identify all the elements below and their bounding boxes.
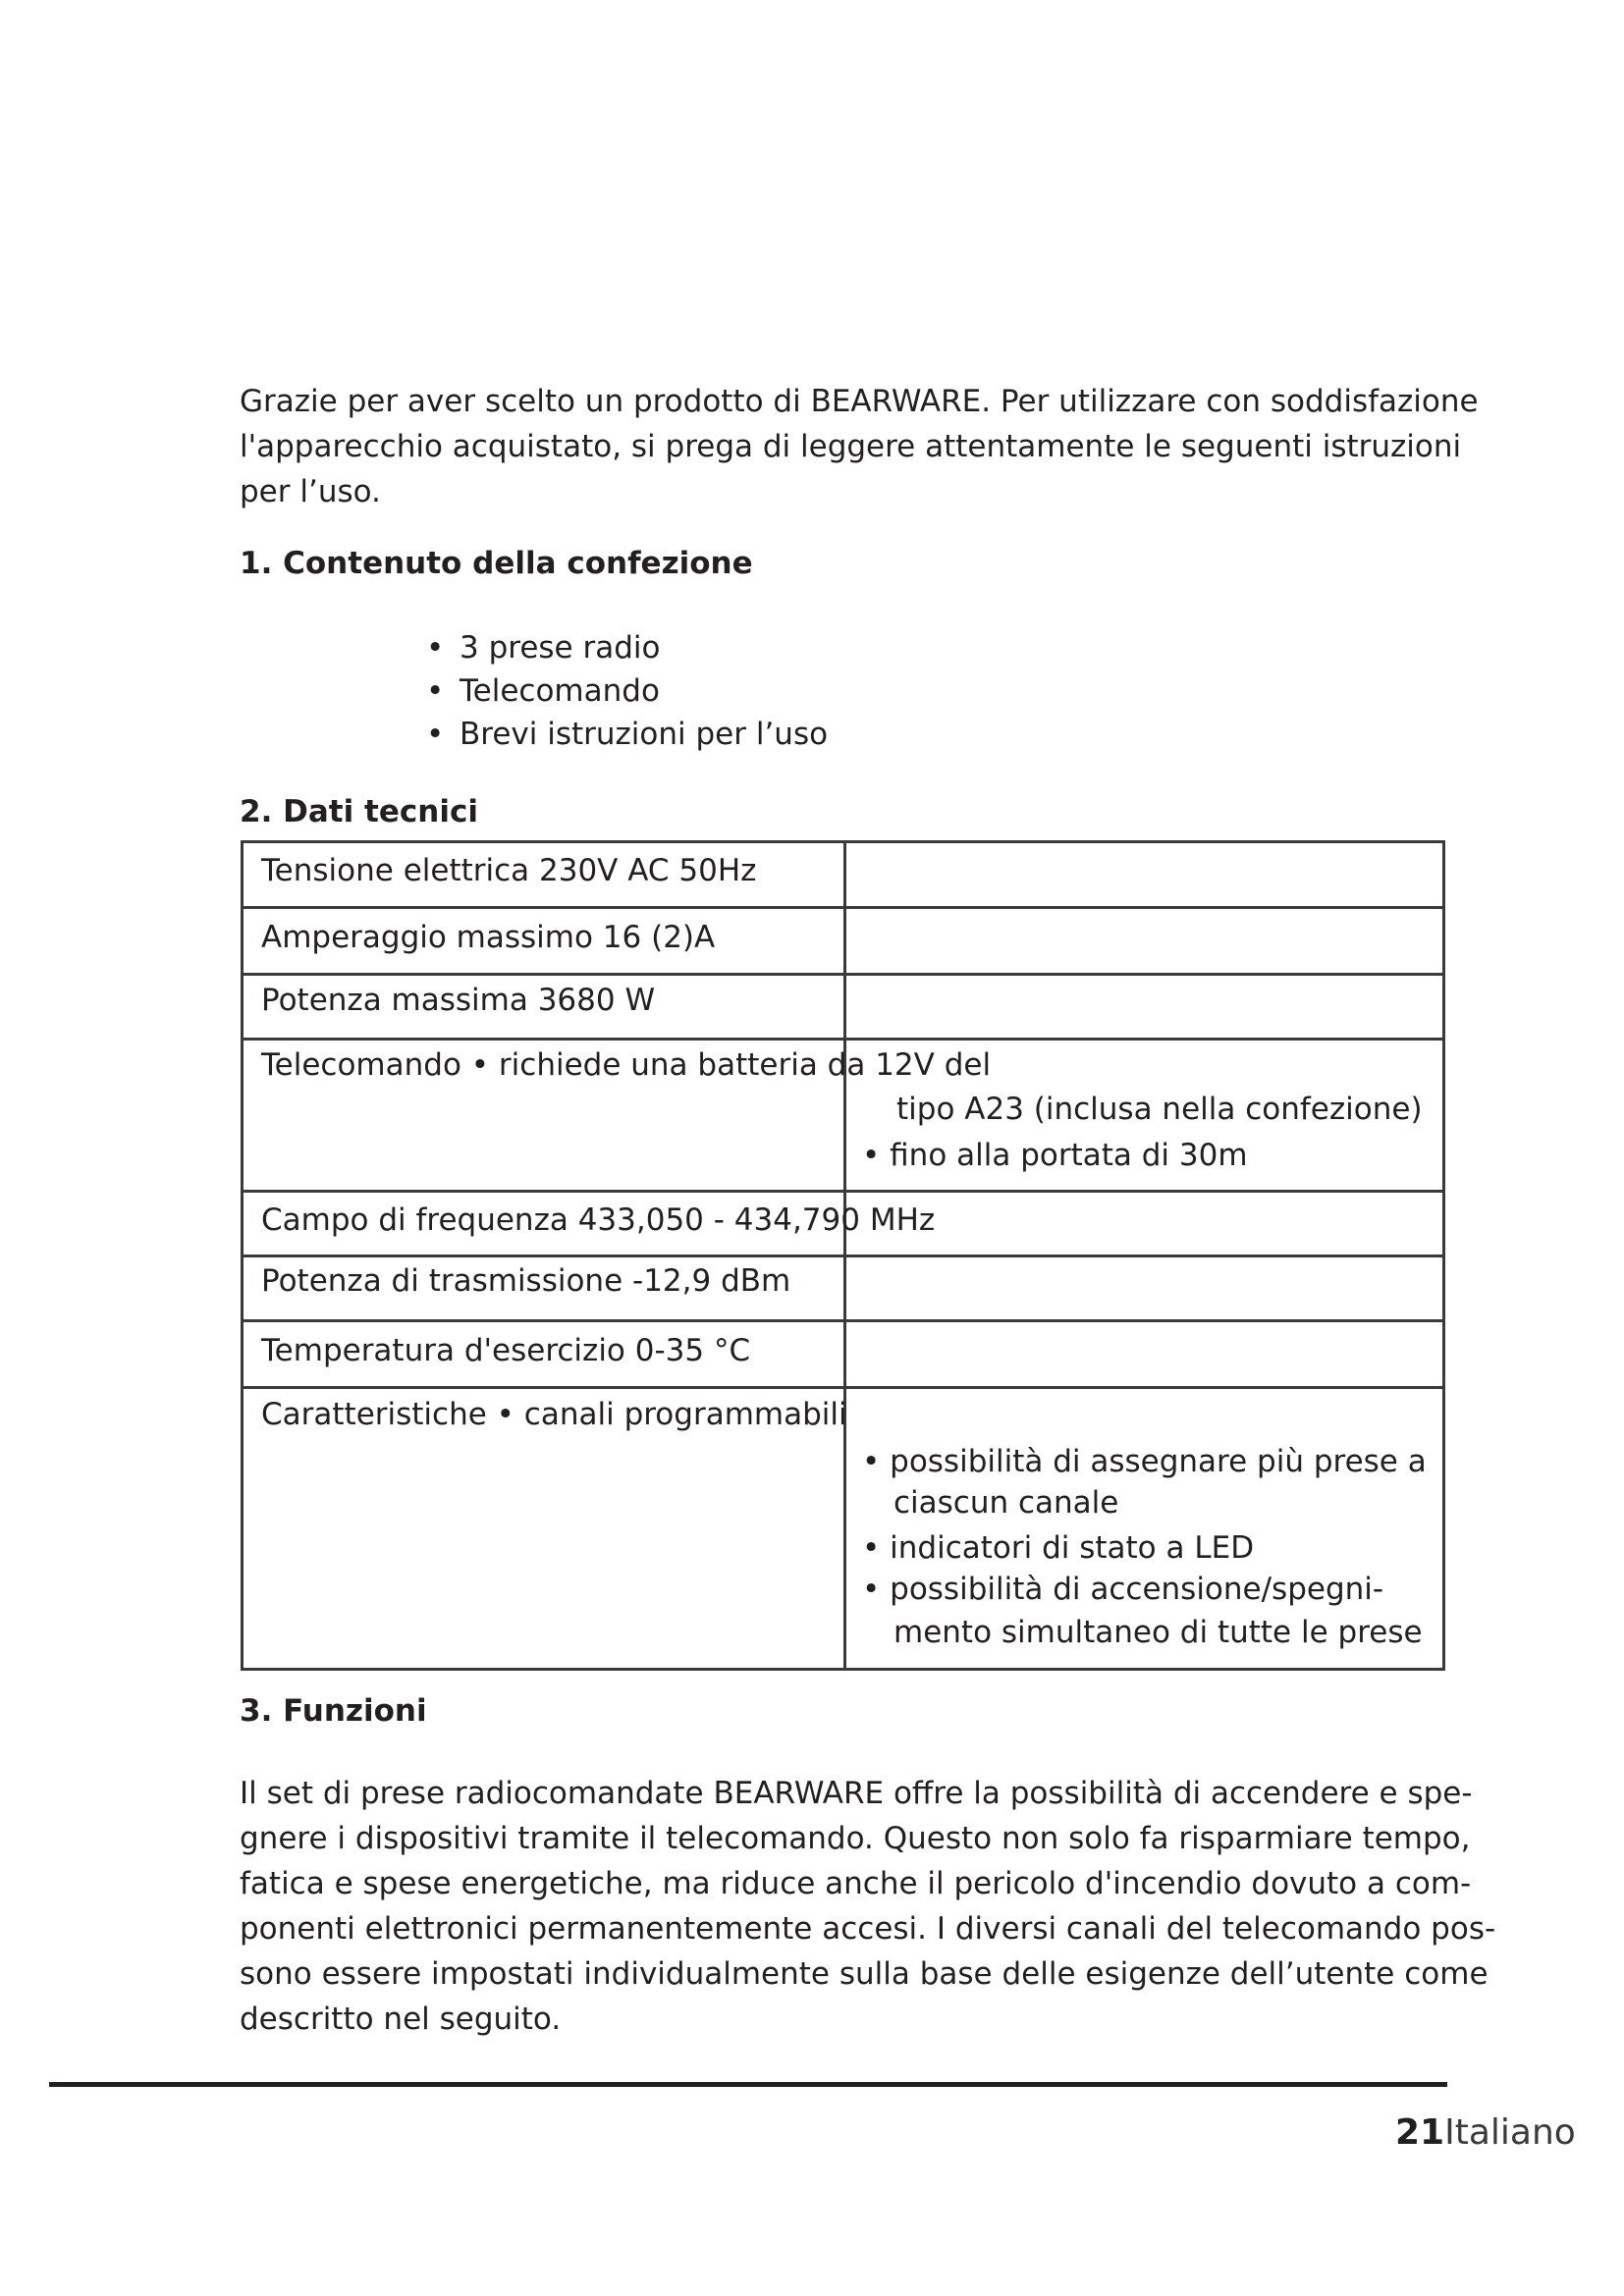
section-heading-contents: 1. Contenuto della confezione xyxy=(240,546,753,581)
spec-detail: • fino alla portata di 30m xyxy=(862,1138,1248,1173)
table-row xyxy=(243,1256,1444,1321)
table-row xyxy=(243,1321,1444,1388)
spec-detail: • indicatori di stato a LED xyxy=(862,1530,1255,1566)
spec-detail: mento simultaneo di tutte le prese xyxy=(893,1615,1423,1650)
section-heading-specs: 2. Dati tecnici xyxy=(240,794,478,829)
spec-label: Potenza massima 3680 W xyxy=(261,983,656,1018)
spec-label: Campo di frequenza 433,050 - 434,790 MHz xyxy=(261,1202,936,1238)
spec-label: Temperatura d'esercizio 0-35 °C xyxy=(261,1333,751,1368)
table-row xyxy=(243,1040,1444,1192)
list-item: • Telecomando xyxy=(426,673,660,709)
intro-line: Grazie per aver scelto un prodotto di BEARWARE. Per utilizzare con soddisfazione xyxy=(240,384,1479,419)
spec-detail: • possibilità di assegnare più prese a xyxy=(862,1444,1427,1479)
intro-line: l'apparecchio acquistato, si prega di leggere attentamente le seguenti istruzioni xyxy=(240,429,1462,464)
spec-label: Amperaggio massimo 16 (2)A xyxy=(261,920,716,955)
spec-label: Potenza di trasmissione -12,9 dBm xyxy=(261,1263,791,1299)
intro-paragraph xyxy=(240,379,1479,514)
intro-line: per l’uso. xyxy=(240,474,381,509)
technical-data-table xyxy=(241,840,1445,1671)
footer-divider xyxy=(49,2082,1447,2087)
spec-label: Tensione elettrica 230V AC 50Hz xyxy=(261,853,757,888)
spec-detail: • possibilità di accensione/spegni- xyxy=(862,1572,1384,1607)
functions-paragraph xyxy=(240,1771,1495,2042)
table-row xyxy=(243,842,1444,908)
section-heading-functions: 3. Funzioni xyxy=(240,1693,427,1729)
table-row xyxy=(243,908,1444,975)
spec-label: Telecomando • richiede una batteria da 12V del xyxy=(261,1047,992,1083)
page-number: 21 xyxy=(1395,2112,1445,2153)
spec-label: Caratteristiche • canali programmabili xyxy=(261,1397,847,1432)
package-contents-list xyxy=(426,626,828,756)
list-item: • Brevi istruzioni per l’uso xyxy=(426,717,829,752)
spec-detail: ciascun canale xyxy=(893,1485,1119,1521)
functions-line: sono essere impostati individualmente sulla base delle esigenze dell’utente come xyxy=(240,1956,1489,1992)
functions-line: gnere i dispositivi tramite il telecomando. Questo non solo fa risparmiare tempo, xyxy=(240,1821,1471,1856)
page-footer xyxy=(1395,2109,1576,2158)
list-item: • 3 prese radio xyxy=(426,630,661,666)
functions-line: fatica e spese energetiche, ma riduce anche il pericolo d'incendio dovuto a com- xyxy=(240,1866,1472,1901)
functions-line: descritto nel seguito. xyxy=(240,2002,562,2037)
language-label: Italiano xyxy=(1444,2112,1576,2153)
spec-detail: tipo A23 (inclusa nella confezione) xyxy=(896,1092,1423,1127)
table-row xyxy=(243,1388,1444,1670)
functions-line: Il set di prese radiocomandate BEARWARE offre la possibilità di accendere e spe- xyxy=(240,1776,1473,1811)
table-row xyxy=(243,975,1444,1040)
functions-line: ponenti elettronici permanentemente accesi. I diversi canali del telecomando pos- xyxy=(240,1911,1496,1947)
table-row xyxy=(243,1192,1444,1256)
